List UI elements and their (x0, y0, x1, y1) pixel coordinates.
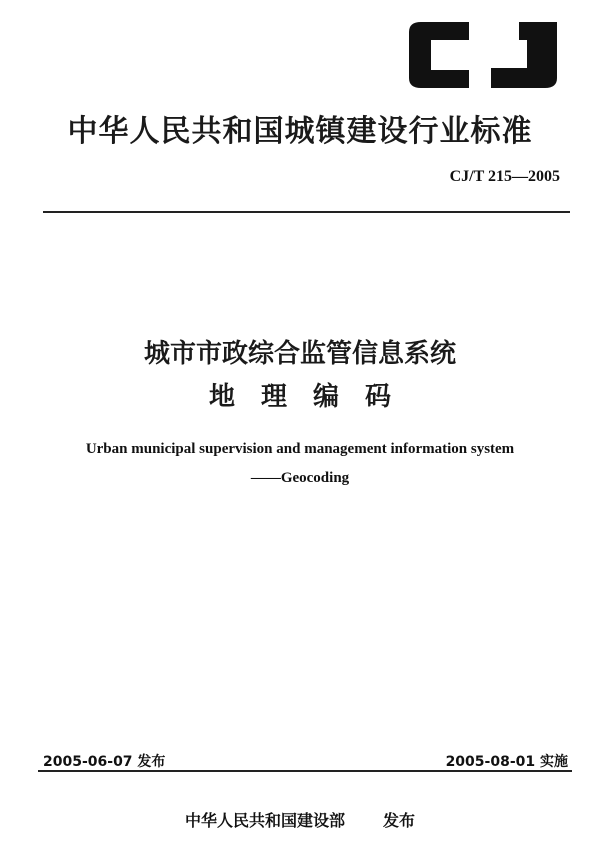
standard-code: CJ/T 215—2005 (449, 168, 560, 185)
effective-date: 2005-08-01 实施 (445, 754, 568, 770)
publisher-action: 发布 (383, 811, 416, 830)
document-title-chinese: 城市市政综合监管信息系统 (143, 339, 456, 369)
footer-divider (38, 770, 572, 772)
document-subtitle-english: ——Geocoding (250, 470, 350, 486)
publish-date: 2005-06-07 发布 (43, 754, 166, 770)
header-divider (43, 211, 570, 213)
publisher-name: 中华人民共和国建设部 (184, 811, 345, 830)
standard-category-title: 中华人民共和国城镇建设行业标准 (67, 114, 533, 149)
cj-logo (403, 22, 567, 88)
document-title-english: Urban municipal supervision and management information system (85, 441, 515, 457)
logo-letter-j (491, 22, 557, 88)
logo-letter-c (409, 22, 469, 88)
publisher-line (0, 808, 600, 831)
document-subtitle-chinese: 地理编码 (208, 382, 417, 412)
